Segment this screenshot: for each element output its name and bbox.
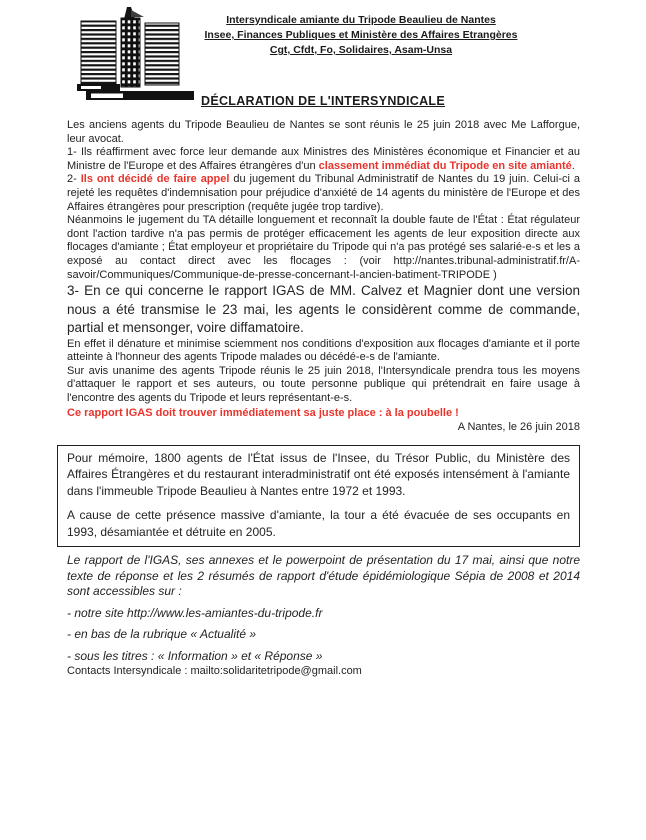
- logo-right-tower: [145, 23, 179, 85]
- memo-paragraph-1: Pour mémoire, 1800 agents de l'État issus de l'Insee, du Trésor Public, du Ministère des Affaires Étrangères et du restaurant interadministratif ont été exposés intensément à l'amiante dans l'immeuble Tripode Beaulieu à Nantes entre 1972 et 1993.: [67, 450, 570, 498]
- access-item-titres: - sous les titres : « Information » et « Réponse »: [67, 648, 323, 663]
- dateline: A Nantes, le 26 juin 2018: [457, 420, 580, 433]
- point-1-text: 1- Ils réaffirment avec force leur demande aux Ministres des Ministères économique et Financier et au Ministre de l'Europe et des Affaires étrangères d'un: [67, 146, 580, 172]
- point-2-paragraph: [67, 173, 580, 214]
- logo-base-slot-left: [81, 86, 101, 89]
- point-2-number: 2-: [67, 173, 81, 186]
- logo-left-tower: [81, 21, 116, 84]
- access-item-website: - notre site http://www.les-amiantes-du-tripode.fr: [67, 605, 323, 620]
- point-2-continuation: Néanmoins le jugement du TA détaille longuement et reconnaît la double faute de l'État : État régulateur dont l'action tardive n'a pas permis de protéger efficacement les agents de leur exposition directe aux flocages d'amiante ; État employeur et propriétaire du Tripode qui n'a pas protégé ses salarié-e-s et les a exposé au contact direct avec les flocages : (voir http://nantes.tribunal-administratif.fr/A-savoir/Communiques/Communique-de-presse-concernant-l-ancien-batiment-TRIPODE ): [67, 214, 580, 281]
- point-2-highlight: Ils ont décidé de faire appel: [80, 173, 230, 186]
- point-3-paragraph-2: Sur avis unanime des agents Tripode réunis le 25 juin 2018, l'Intersyndicale prendra tous les moyens d'attaquer le rapport et ses auteurs, ou toute personne publique qui prétendrait en faire usage à l'encontre des agents du Tripode et leurs représentant-e-s.: [67, 364, 580, 404]
- point-3-paragraph-1: En effet il dénature et minimise sciemment nos conditions d'exposition aux flocages d'amiante et il porte atteinte à l'honneur des agents Tripode malades ou décédé-e-s de l'amiante.: [67, 337, 580, 364]
- org-unions: Cgt, Cfdt, Fo, Solidaires, Asam-Unsa: [269, 44, 453, 56]
- access-item-rubrique: - en bas de la rubrique « Actualité »: [67, 627, 257, 642]
- org-name: Intersyndicale amiante du Tripode Beaulieu de Nantes: [226, 14, 496, 26]
- document-body: [67, 119, 580, 678]
- org-administrations: Insee, Finances Publiques et Ministère des Affaires Etrangères: [204, 29, 518, 41]
- letterhead: [196, 13, 526, 58]
- point-1-paragraph: [67, 146, 580, 173]
- point-1-period: .: [571, 159, 575, 172]
- point-1-highlight: classement immédiat du Tripode en site amianté: [318, 159, 572, 172]
- point-3-lead-paragraph: 3- En ce qui concerne le rapport IGAS de MM. Calvez et Magnier dont une version nous a été transmise le 23 mai, les agents le considèrent comme de commande, partial et mensonger, voire diffamatoire.: [67, 283, 580, 336]
- memo-paragraph-2: A cause de cette présence massive d'amiante, la tour a été évacuée de ses occupants en 1993, désamiantée et détruite en 2005.: [67, 508, 570, 539]
- document-title: DÉCLARATION DE L'INTERSYNDICALE: [201, 94, 445, 108]
- logo-roof: [131, 10, 144, 17]
- memo-box: [57, 445, 580, 548]
- intro-paragraph: Les anciens agents du Tripode Beaulieu de Nantes se sont réunis le 25 juin 2018 avec Me Lafforgue, leur avocat.: [67, 119, 580, 145]
- point-2-text: du jugement du Tribunal Administratif de Nantes du 19 juin. Celui-ci a rejeté les requêtes d'indemnisation pour préjudice d'anxiété de 14 agents du ministère de l'Europe et des Affaires étrangères pour prescription (requête jugée trop tardive).: [67, 173, 581, 213]
- access-note: [67, 553, 580, 664]
- tripode-building-icon: [77, 7, 199, 103]
- logo-center-tower: [121, 18, 140, 87]
- contacts-line: Contacts Intersyndicale : mailto:solidaritetripode@gmail.com: [67, 665, 362, 678]
- access-intro: Le rapport de l'IGAS, ses annexes et le powerpoint de présentation du 17 mai, ainsi que notre texte de réponse et les 2 résumés de rapport d'étude épidémiologique Sépia de 2008 et 2014 sont accessibles sur :: [67, 553, 580, 599]
- slogan-line: Ce rapport IGAS doit trouver immédiatement sa juste place : à la poubelle !: [67, 406, 459, 419]
